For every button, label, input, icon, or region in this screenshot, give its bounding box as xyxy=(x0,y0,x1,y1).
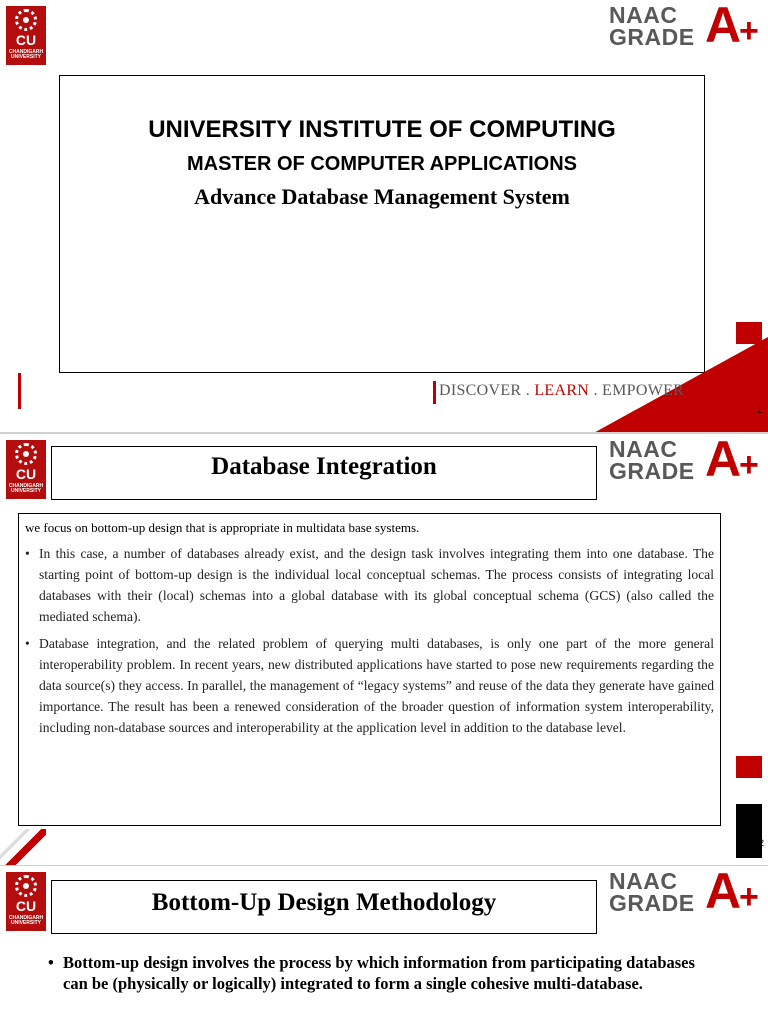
bullet-icon: • xyxy=(25,636,30,651)
naac-grade-logo xyxy=(607,0,768,53)
bullet-item xyxy=(25,633,714,738)
slide-title: Database Integration xyxy=(211,453,437,480)
content-box xyxy=(18,513,721,826)
slide-1 xyxy=(0,0,768,432)
bullet-item xyxy=(25,543,714,627)
bullet-text: In this case, a number of databases already exist, and the design task involves integrating them into one database. The starting point of bottom-up design is the individual local conceptual schemas. The process consists of integrating local databases with their (local) schemas into a global database with its global conceptual schema (GCS) (also called the mediated schema). xyxy=(39,546,714,624)
cu-emblem-icon xyxy=(15,875,37,897)
slide-2 xyxy=(0,434,768,866)
grade-letter: A xyxy=(705,0,742,53)
naac-label: NAAC xyxy=(609,2,678,28)
naac-label: NAAC xyxy=(609,436,678,462)
bullet-icon: • xyxy=(25,546,30,561)
slide-title-box xyxy=(51,446,597,500)
tagline xyxy=(439,382,684,400)
grade-letter: A xyxy=(705,866,742,919)
accent-square xyxy=(736,756,762,778)
page-number: 2 xyxy=(758,838,764,848)
bullet-item xyxy=(48,952,703,994)
tagline-empower: . EMPOWER xyxy=(589,382,685,399)
grade-plus: + xyxy=(739,446,759,484)
cu-logo-text: CU xyxy=(15,32,37,48)
cu-logo-text: CU xyxy=(15,898,37,914)
grade-label: GRADE xyxy=(609,458,695,484)
intro-text: we focus on bottom-up design that is appropriate in multidata base systems. xyxy=(25,520,420,535)
bullet-text: Database integration, and the related problem of querying multi databases, is only one part of the more general interoperability problem. In recent years, new distributed applications have started to pose new requirements regarding the data source(s) they access. In parallel, the management of “legacy systems” and reuse of the data they generate have gained importance. The result has been a renewed consideration of the broader question of information system interoperability, including non-database sources and interoperability at the application level in addition to the database level. xyxy=(39,636,714,735)
bullet-text: Bottom-up design involves the process by which information from participating databases can be (physically or logically) integrated to form a single cohesive multi-database. xyxy=(63,953,695,993)
grade-label: GRADE xyxy=(609,890,695,916)
cu-logo-subtext: CHANDIGARH UNIVERSITY xyxy=(8,49,44,60)
grade-letter: A xyxy=(705,434,742,487)
slide-title: Bottom-Up Design Methodology xyxy=(151,889,497,916)
accent-square xyxy=(736,322,762,344)
cu-logo xyxy=(6,872,46,931)
bullet-icon: • xyxy=(48,953,54,972)
grade-label: GRADE xyxy=(609,24,695,50)
program-heading: MASTER OF COMPUTER APPLICATIONS xyxy=(187,153,577,175)
cu-logo-text: CU xyxy=(15,466,37,482)
corner-stripes xyxy=(0,829,46,866)
institute-heading: UNIVERSITY INSTITUTE OF COMPUTING xyxy=(148,116,616,143)
naac-grade-logo xyxy=(607,434,768,487)
course-heading: Advance Database Management System xyxy=(194,184,570,209)
naac-grade-logo xyxy=(607,866,768,919)
tagline-bar xyxy=(433,381,436,404)
grade-plus: + xyxy=(739,878,759,916)
accent-bar xyxy=(18,373,21,409)
naac-label: NAAC xyxy=(609,868,678,894)
slide-title-box xyxy=(51,880,597,934)
cu-logo-subtext: CHANDIGARH UNIVERSITY xyxy=(8,483,44,494)
cu-logo-subtext: CHANDIGARH UNIVERSITY xyxy=(8,915,44,926)
page-number: 1 xyxy=(756,405,762,415)
accent-block xyxy=(736,804,762,858)
cu-logo xyxy=(6,440,46,499)
slide-3 xyxy=(0,866,768,1024)
tagline-learn: LEARN xyxy=(534,382,590,399)
title-box xyxy=(59,75,705,373)
cu-emblem-icon xyxy=(15,443,37,465)
cu-logo xyxy=(6,6,46,65)
cu-emblem-icon xyxy=(15,9,37,31)
tagline-discover: DISCOVER . xyxy=(439,382,535,399)
grade-plus: + xyxy=(739,12,759,50)
